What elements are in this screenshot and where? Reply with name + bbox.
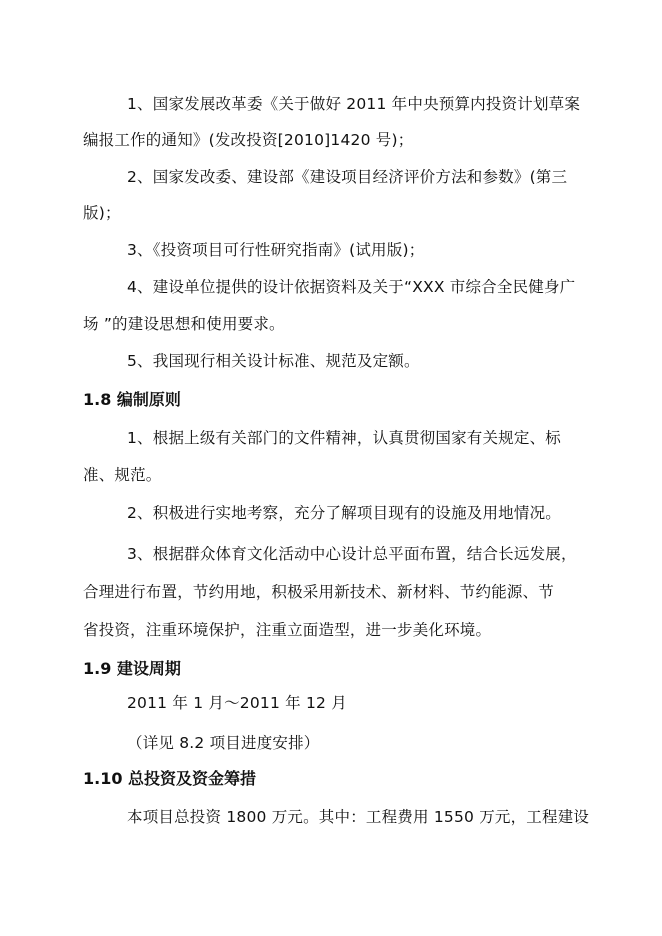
basis-item-2-line-1: 2、国家发改委、建设部《建设项目经济评价方法和参数》(第三: [127, 168, 568, 186]
principle-3-line-2: 合理进行布置，节约用地，积极采用新技术、新材料、节约能源、节: [83, 583, 555, 601]
construction-period-note: （详见 8.2 项目进度安排）: [127, 734, 320, 752]
section-heading-1-8: 1.8 编制原则: [83, 390, 181, 409]
principle-3-line-3: 省投资，注重环境保护，注重立面造型，进一步美化环境。: [83, 621, 492, 639]
principle-1-line-1: 1、根据上级有关部门的文件精神，认真贯彻国家有关规定、标: [127, 429, 561, 447]
section-heading-1-9: 1.9 建设周期: [83, 659, 181, 678]
basis-item-1-line-2: 编报工作的通知》(发改投资[2010]1420 号)；: [83, 131, 414, 149]
investment-line-1: 本项目总投资 1800 万元。其中：工程费用 1550 万元，工程建设: [127, 808, 590, 826]
basis-item-3: 3、《投资项目可行性研究指南》(试用版)；: [127, 241, 425, 259]
basis-item-4-line-1: 4、建设单位提供的设计依据资料及关于“XXX 市综合全民健身广: [127, 278, 576, 296]
construction-period: 2011 年 1 月～2011 年 12 月: [127, 694, 347, 712]
principle-2: 2、积极进行实地考察，充分了解项目现有的设施及用地情况。: [127, 504, 561, 522]
principle-3-line-1: 3、根据群众体育文化活动中心设计总平面布置，结合长远发展，: [127, 545, 577, 563]
basis-item-1-line-1: 1、国家发展改革委《关于做好 2011 年中央预算内投资计划草案: [127, 95, 581, 113]
basis-item-4-line-2: 场 ”的建设思想和使用要求。: [83, 315, 285, 333]
basis-item-5: 5、我国现行相关设计标准、规范及定额。: [127, 352, 420, 370]
principle-1-line-2: 准、规范。: [83, 466, 162, 484]
section-heading-1-10: 1.10 总投资及资金筹措: [83, 769, 257, 788]
basis-item-2-line-2: 版)；: [83, 204, 121, 222]
